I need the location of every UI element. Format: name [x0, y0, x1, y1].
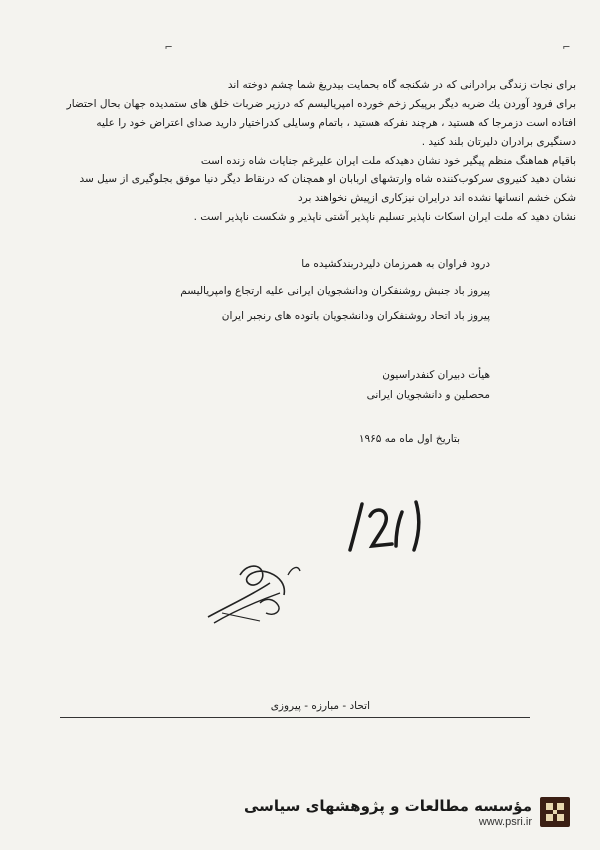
handwritten-archive-number — [340, 498, 435, 558]
signature-title: هیأت دبیران کنفدراسیون — [382, 369, 490, 381]
body-line: نشان دهید که ملت ایران اسکات ناپذیر تسلیم ناپذیر آشتی ناپذیر و شکست ناپذیر است . — [193, 211, 576, 223]
corner-mark-left: ⌐ — [165, 40, 173, 54]
body-line: باقیام هماهنگ منظم پیگیر خود نشان دهیدکه ملت ایران علیرغم جنایات شاه زنده است — [200, 155, 576, 167]
brand-name: مؤسسه مطالعات و پژوهشهای سیاسی — [243, 796, 532, 815]
body-line: افتاده است دزمرجا که هستید ، هرچند نفرکه هستید ، باتمام وسایلی کدراختیار دارید صدای اعتراض خود را علیه — [96, 117, 576, 129]
body-line: نشان دهید کنیروی سرکوب‌کننده شاه وارتشهای اربابان او همچنان که درنقاط دیگر دنیا موفق بجلوگیری از سیل سد — [79, 173, 576, 185]
body-line: دسنگیری برادران دلیرتان بلند کنید . — [421, 136, 576, 148]
signature-subtitle: محصلین و دانشجویان ایرانی — [366, 389, 490, 401]
slogan-line: پیروز باد اتحاد روشنفکران ودانشجویان باتوده های رنجبر ایران — [221, 310, 490, 322]
body-line: برای نجات زندگی برادرانی که در شکنجه گاه بحمایت بیدریغ شما چشم دوخته اند — [227, 79, 576, 91]
brand-text-block — [244, 797, 532, 828]
brand-logo-icon — [540, 797, 570, 827]
slogan-line: پیروز باد جنبش روشنفکران ودانشجویان ایرانی علیه ارتجاع وامپریالیسم — [180, 285, 490, 297]
document-date: بتاریخ اول ماه مه ۱۹۶۵ — [358, 433, 460, 445]
corner-mark-right: ⌐ — [562, 40, 570, 54]
body-line: برای فرود آوردن یك ضربه دیگر برپیکر زخم خورده امپریالیسم که درزیر ضربات خلق های ستمدیده جهان بحال احتضار — [66, 98, 576, 110]
footer-motto: اتحاد - مبارزه - پیروزی — [270, 700, 370, 712]
archive-brand — [244, 793, 570, 831]
brand-url[interactable]: www.psri.ir — [478, 815, 532, 828]
handwritten-signature — [200, 555, 310, 630]
body-line: شکن خشم انسانها نشده اند درایران نیزکاری ازپیش نخواهند برد — [298, 192, 576, 204]
footer-rule — [60, 717, 530, 718]
slogan-line: درود فراوان به همرزمان دلیردربندکشیده ما — [301, 258, 490, 270]
